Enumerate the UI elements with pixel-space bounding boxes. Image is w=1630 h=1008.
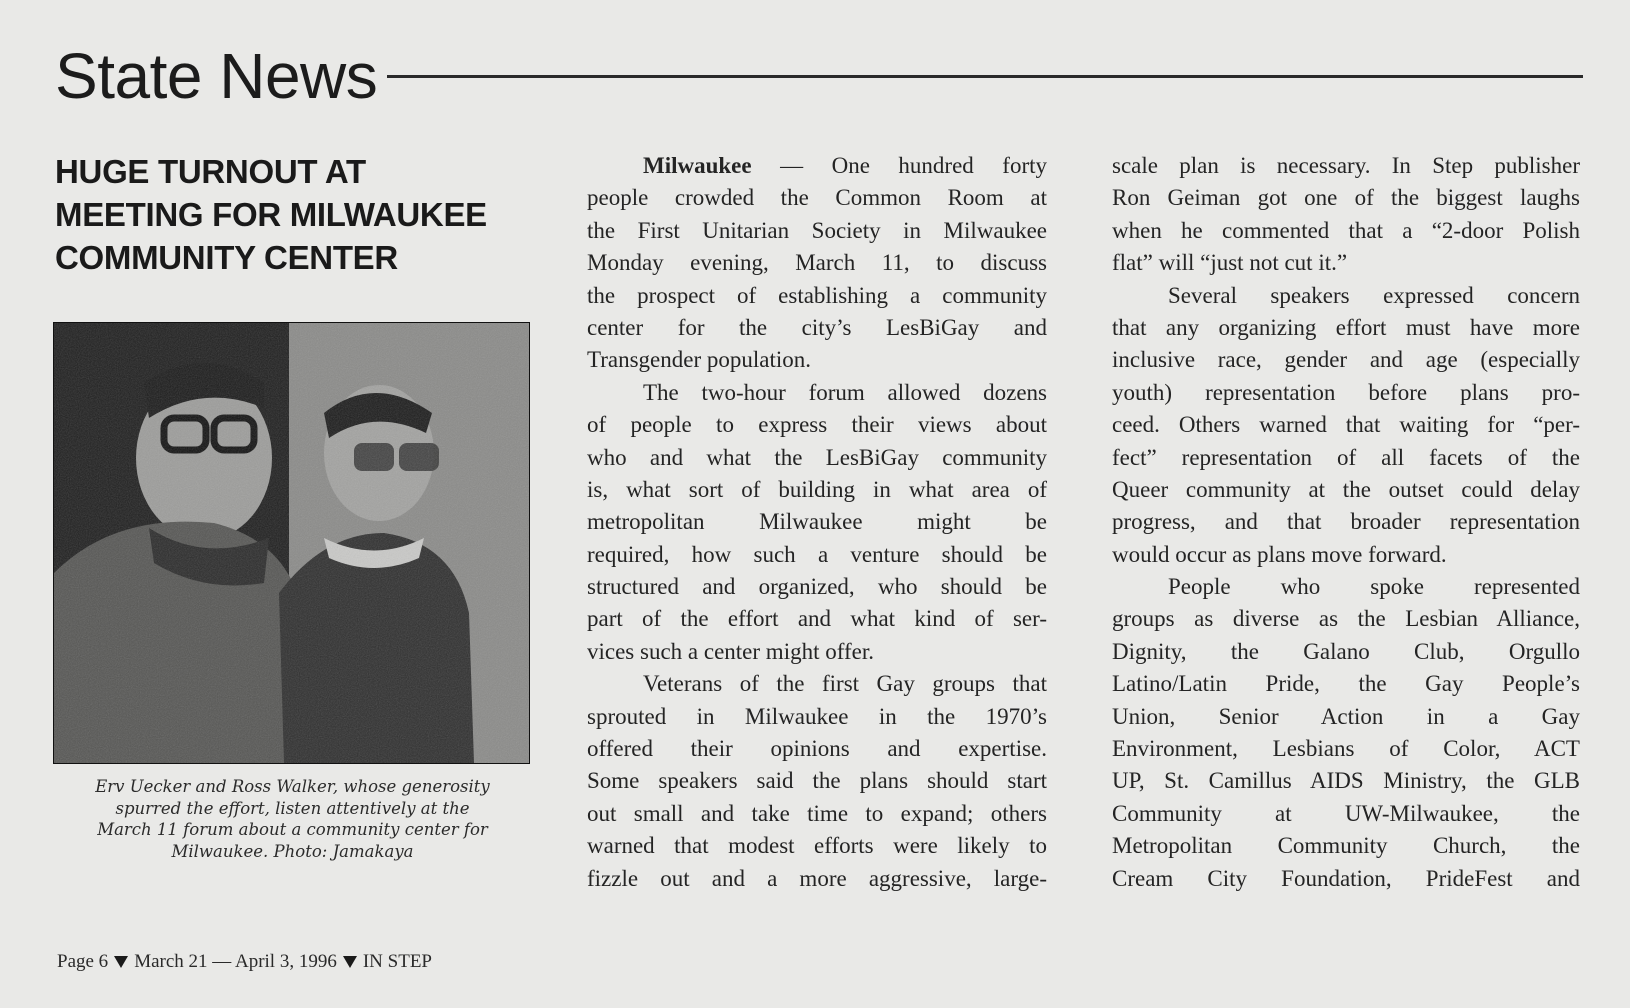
section-title: State News	[55, 40, 378, 112]
text-line: Veterans of the first Gay groups that	[643, 671, 1047, 697]
headline-line: COMMUNITY CENTER	[55, 239, 398, 276]
text-line: people crowded the Common Room at	[587, 185, 1047, 211]
text-line: Environment, Lesbians of Color, ACT	[1112, 736, 1580, 762]
article-column-middle	[587, 150, 1047, 895]
text-line: vices such a center might offer.	[587, 638, 874, 664]
text-line: offered their opinions and expertise.	[587, 736, 1047, 762]
text-line: Some speakers said the plans should start	[587, 768, 1047, 794]
text-line: is, what sort of building in what area of	[587, 476, 1047, 502]
text-line: the First Unitarian Society in Milwaukee	[587, 217, 1047, 243]
text-line: part of the effort and what kind of ser-	[587, 606, 1047, 632]
text-line: scale plan is necessary. In Step publisher	[1112, 153, 1580, 178]
article-column-right	[1112, 150, 1580, 895]
text-line: the prospect of establishing a community	[587, 282, 1047, 308]
text-line: flat” will “just not cut it.”	[1112, 250, 1348, 276]
text-line: Cream City Foundation, PrideFest and	[1112, 865, 1580, 891]
text-line: structured and organized, who should be	[587, 574, 1047, 600]
text-line: groups as diverse as the Lesbian Alliance,	[1112, 606, 1580, 632]
dateline: Milwaukee	[643, 153, 752, 178]
text-line: sprouted in Milwaukee in the 1970’s	[587, 703, 1047, 729]
caption-line: Milwaukee. Photo: Jamakaya	[171, 841, 414, 861]
text-line: Metropolitan Community Church, the	[1112, 833, 1580, 859]
text-line: People who spoke represented	[1168, 574, 1580, 600]
text-line: UP, St. Camillus AIDS Ministry, the GLB	[1112, 768, 1580, 794]
text-line: Monday evening, March 11, to discuss	[587, 250, 1047, 276]
section-rule	[387, 75, 1583, 78]
text-line	[587, 150, 1047, 182]
text-line: of people to express their views about	[587, 412, 1047, 438]
triangle-down-icon	[343, 956, 357, 968]
text-line: warned that modest efforts were likely to	[587, 833, 1047, 859]
page-footer	[57, 951, 432, 973]
photo-two-men-icon	[54, 323, 529, 763]
text-line: Community at UW-Milwaukee, the	[1112, 800, 1580, 826]
text-line: ceed. Others warned that waiting for “per-	[1112, 412, 1580, 438]
article-headline	[55, 150, 545, 279]
text-line: inclusive race, gender and age (especially	[1112, 347, 1580, 373]
text-line: out small and take time to expand; others	[587, 800, 1047, 826]
footer-publication: IN STEP	[362, 951, 432, 972]
footer-dates: March 21 — April 3, 1996	[134, 951, 337, 972]
text-line: who and what the LesBiGay community	[587, 444, 1047, 470]
text-line: center for the city’s LesBiGay and	[587, 314, 1047, 340]
section-header	[55, 36, 1583, 116]
text-line: Dignity, the Galano Club, Orgullo	[1112, 638, 1580, 664]
text-line: fizzle out and a more aggressive, large-	[587, 865, 1047, 891]
caption-line: spurred the effort, listen attentively at the	[115, 798, 470, 818]
text-line: progress, and that broader representation	[1112, 509, 1580, 535]
text-line: fect” representation of all facets of the	[1112, 444, 1580, 470]
text-run: — One hundred forty	[751, 153, 1047, 178]
text-line: that any organizing effort must have more	[1112, 314, 1580, 340]
text-line: required, how such a venture should be	[587, 541, 1047, 567]
text-line: metropolitan Milwaukee might be	[587, 509, 1047, 535]
footer-page-number: Page 6	[57, 951, 109, 972]
text-line: would occur as plans move forward.	[1112, 541, 1447, 567]
text-line: when he commented that a “2-door Polish	[1112, 217, 1580, 243]
text-line: The two-hour forum allowed dozens	[643, 379, 1047, 405]
text-line: Ron Geiman got one of the biggest laughs	[1112, 185, 1580, 211]
article-photo	[53, 322, 530, 764]
text-line: Transgender population.	[587, 347, 812, 373]
text-line: youth) representation before plans pro-	[1112, 379, 1580, 405]
triangle-down-icon	[114, 956, 128, 968]
text-line: Queer community at the outset could delay	[1112, 476, 1580, 502]
text-line: Several speakers expressed concern	[1168, 282, 1580, 308]
photo-caption	[45, 776, 540, 862]
text-line: Union, Senior Action in a Gay	[1112, 703, 1580, 729]
headline-line: HUGE TURNOUT AT	[55, 153, 366, 190]
text-line: Latino/Latin Pride, the Gay People’s	[1112, 671, 1580, 697]
headline-line: MEETING FOR MILWAUKEE	[55, 196, 487, 233]
caption-line: Erv Uecker and Ross Walker, whose generosity	[95, 777, 490, 796]
caption-line: March 11 forum about a community center for	[97, 820, 488, 839]
